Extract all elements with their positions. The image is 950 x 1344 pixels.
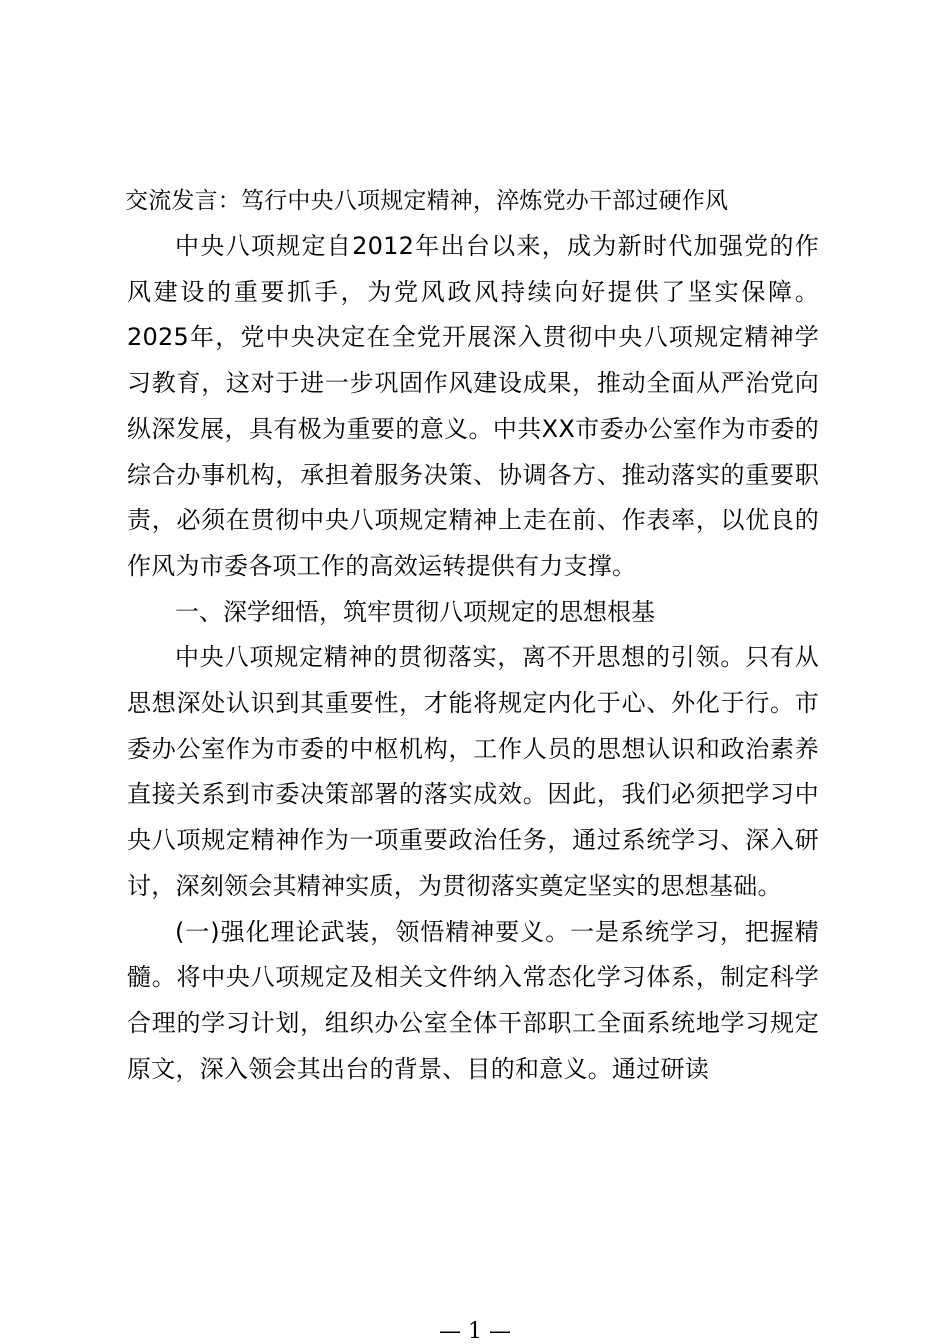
document-title: 交流发言：笃行中央八项规定精神，淬炼党办干部过硬作风 xyxy=(125,188,729,214)
page-number: — 1 — xyxy=(439,1319,511,1344)
intro-paragraph: 中央八项规定自2012年出台以来，成为新时代加强党的作风建设的重要抓手，为党风政风持续向好提供了坚实保障。2025年，党中央决定在全党开展深入贯彻中央八项规定精神学习教育，这对于进一步巩固作风建设成果，推动全面从严治党向纵深发展，具有极为重要的意义。中共XX市委办公室作为市委的综合办事机构，承担着服务决策、协调各方、推动落实的重要职责，必须在贯彻中央八项规定精神上走在前、作表率，以优良的作风为市委各项工作的高效运转提供有力支撑。 xyxy=(127,232,819,580)
section-paragraph: 中央八项规定精神的贯彻落实，离不开思想的引领。只有从思想深处认识到其重要性，才能将规定内化于心、外化于行。市委办公室作为市委的中枢机构，工作人员的思想认识和政治素养直接关系到市委决策部署的落实成效。因此，我们必须把学习中央八项规定精神作为一项重要政治任务，通过系统学习、深入研讨，深刻领会其精神实质，为贯彻落实奠定坚实的思想基础。 xyxy=(127,643,819,900)
document-body xyxy=(127,178,819,1092)
subsection-paragraph: (一)强化理论武装，领悟精神要义。一是系统学习，把握精髓。将中央八项规定及相关文件纳入常态化学习体系，制定科学合理的学习计划，组织办公室全体干部职工全面系统地学习规定原文，深入领会其出台的背景、目的和意义。通过研读 xyxy=(127,917,819,1083)
section-heading: 一、深学细悟，筑牢贯彻八项规定的思想根基 xyxy=(175,597,655,626)
